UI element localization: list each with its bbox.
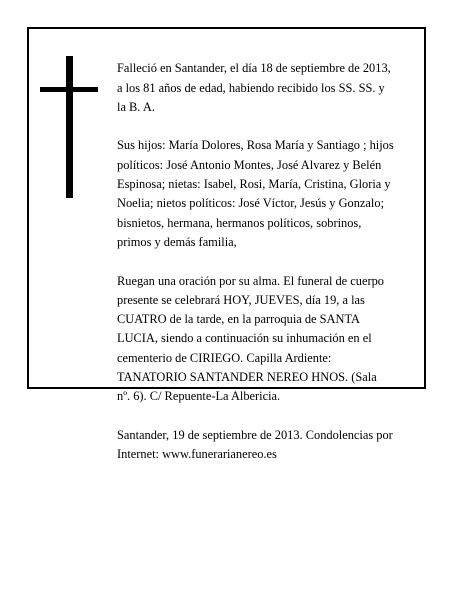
obituary-notice [27, 27, 426, 462]
obituary-text [117, 40, 422, 484]
family-list: Sus hijos: María Dolores, Rosa María y Santiago ; hijos políticos: José Antonio Montes, José Alvarez y Belén Espinosa; nietas: Isabel, Rosi, María, Cristina, Gloria y Noelia; nietos políticos: José Víctor, Jesús y Gonzalo; bisnietos, hermana, hermanos políticos, sobrinos, primos y demás familia, [117, 138, 394, 249]
cross-icon-vertical-bar [66, 56, 73, 198]
closing-line: Santander, 19 de septiembre de 2013. Condolencias por Internet: www.funerarianereo.es [117, 427, 393, 462]
funeral-details: Ruegan una oración por su alma. El funeral de cuerpo presente se celebrará HOY, JUEVES, día 19, a las CUATRO de la tarde, en la parroquia de SANTA LUCIA, siendo a continuación su inhumación en el cementerio de CIRIEGO. Capilla Ardiente: TANATORIO SANTANDER NEREO HNOS. (Sala nº. 6). C/ Repuente-La Albericia. [117, 273, 384, 404]
cross-icon-horizontal-bar [40, 87, 98, 92]
death-announcement: Falleció en Santander, el día 18 de septiembre de 2013, a los 81 años de edad, habiendo recibido los SS. SS. y la B. A. [117, 61, 391, 114]
